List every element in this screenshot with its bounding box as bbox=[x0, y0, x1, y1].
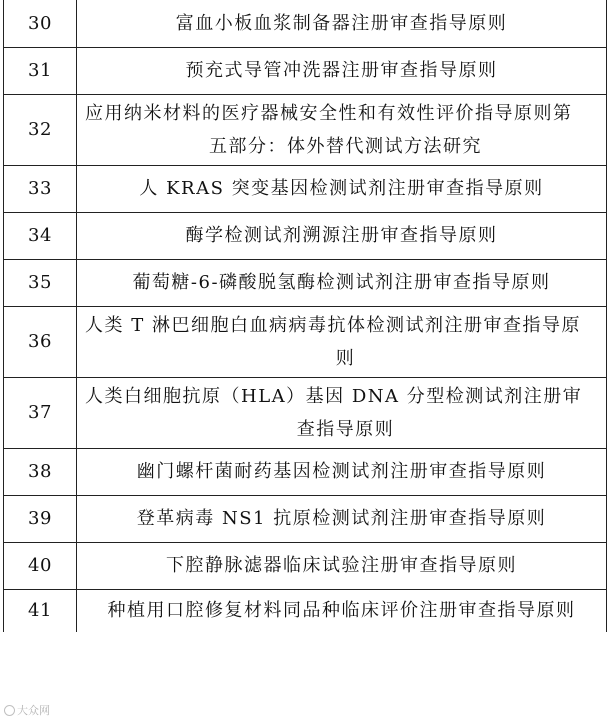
row-number: 37 bbox=[4, 377, 77, 448]
table-row bbox=[4, 259, 607, 306]
watermark-text: 大众网 bbox=[17, 704, 50, 717]
row-number: 33 bbox=[4, 165, 77, 212]
row-number: 41 bbox=[4, 589, 77, 632]
row-number: 31 bbox=[4, 47, 77, 94]
watermark-logo-icon bbox=[4, 705, 15, 716]
row-number: 32 bbox=[4, 94, 77, 165]
guideline-title: 富血小板血浆制备器注册审查指导原则 bbox=[77, 0, 607, 47]
guideline-title: 预充式导管冲洗器注册审查指导原则 bbox=[77, 47, 607, 94]
row-number: 38 bbox=[4, 448, 77, 495]
guideline-title: 下腔静脉滤器临床试验注册审查指导原则 bbox=[77, 542, 607, 589]
guideline-title bbox=[77, 377, 607, 448]
table-row bbox=[4, 542, 607, 589]
table-row bbox=[4, 589, 607, 632]
guideline-title-line-1: 人类 T 淋巴细胞白血病病毒抗体检测试剂注册审查指导原 bbox=[85, 314, 581, 336]
guideline-title-line-2: 五部分：体外替代测试方法研究 bbox=[209, 135, 482, 157]
watermark bbox=[4, 702, 50, 718]
guideline-title-line-2: 查指导原则 bbox=[296, 418, 395, 440]
guideline-title: 登革病毒 NS1 抗原检测试剂注册审查指导原则 bbox=[77, 495, 607, 542]
table-row bbox=[4, 165, 607, 212]
row-number: 39 bbox=[4, 495, 77, 542]
guideline-title: 酶学检测试剂溯源注册审查指导原则 bbox=[77, 212, 607, 259]
table-row bbox=[4, 212, 607, 259]
table-row bbox=[4, 448, 607, 495]
table-row bbox=[4, 47, 607, 94]
table-row bbox=[4, 495, 607, 542]
guideline-title: 人 KRAS 突变基因检测试剂注册审查指导原则 bbox=[77, 165, 607, 212]
guideline-title-line-1: 人类白细胞抗原（HLA）基因 DNA 分型检测试剂注册审 bbox=[85, 385, 583, 407]
row-number: 36 bbox=[4, 306, 77, 377]
guideline-title: 葡萄糖-6-磷酸脱氢酶检测试剂注册审查指导原则 bbox=[77, 259, 607, 306]
table-row bbox=[4, 377, 607, 448]
row-number: 35 bbox=[4, 259, 77, 306]
guideline-title bbox=[77, 94, 607, 165]
row-number: 30 bbox=[4, 0, 77, 47]
guideline-table bbox=[3, 0, 607, 632]
guideline-title: 幽门螺杆菌耐药基因检测试剂注册审查指导原则 bbox=[77, 448, 607, 495]
guideline-title bbox=[77, 306, 607, 377]
row-number: 40 bbox=[4, 542, 77, 589]
row-number: 34 bbox=[4, 212, 77, 259]
guideline-title-line-2: 则 bbox=[335, 347, 356, 369]
table-row bbox=[4, 306, 607, 377]
table-row bbox=[4, 94, 607, 165]
guideline-title: 种植用口腔修复材料同品种临床评价注册审查指导原则 bbox=[77, 589, 607, 632]
table-row bbox=[4, 0, 607, 47]
guideline-title-line-1: 应用纳米材料的医疗器械安全性和有效性评价指导原则第 bbox=[85, 102, 573, 124]
